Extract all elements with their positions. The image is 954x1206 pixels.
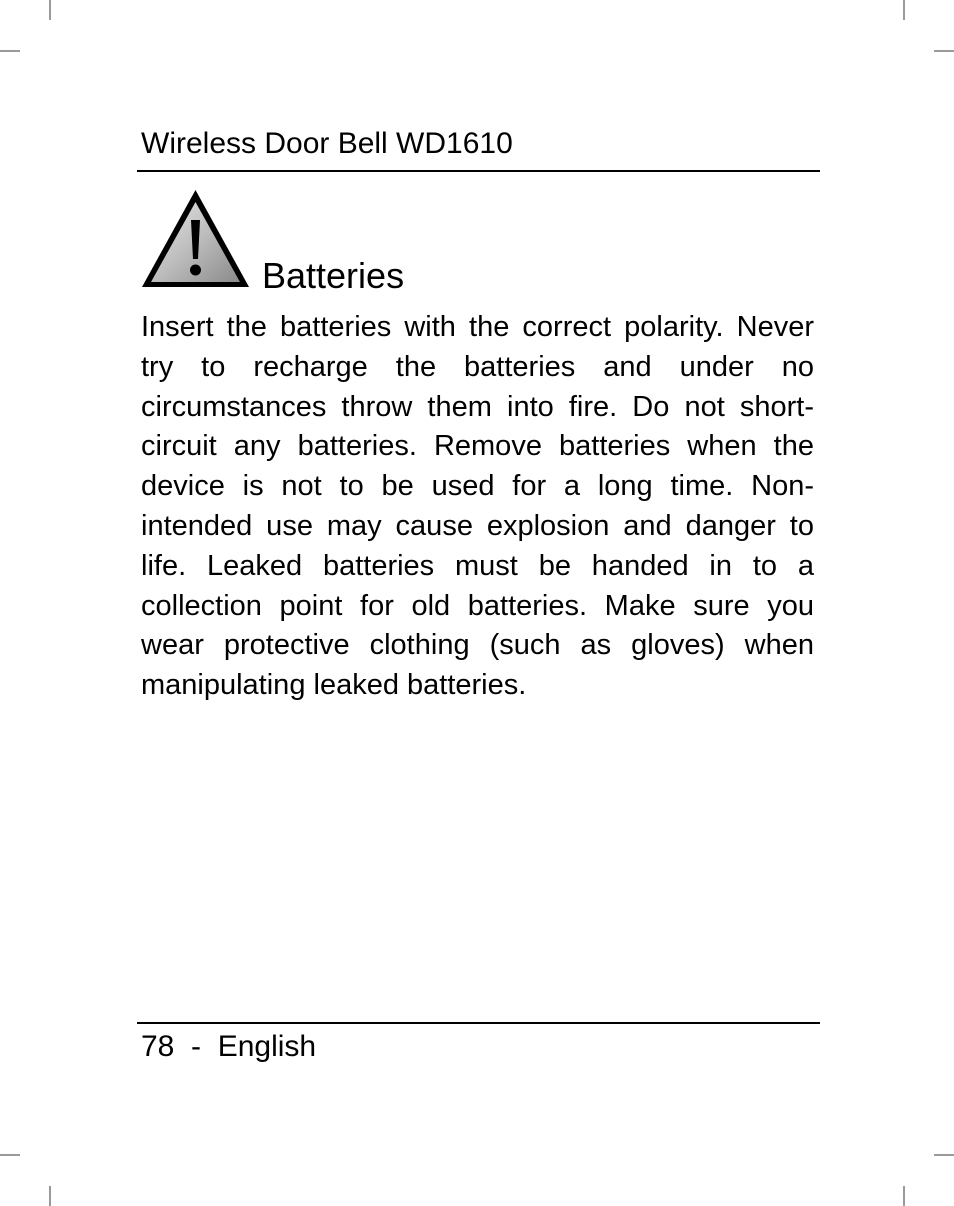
crop-mark	[0, 50, 20, 52]
footer-separator: -	[191, 1030, 202, 1063]
footer-rule	[137, 1022, 820, 1024]
crop-mark	[934, 50, 954, 52]
body-paragraph: Insert the batteries with the correct polarity. Never try to recharge the batteries and under no circumstances throw them into fire. Do not short-circuit any batteries. Remove batteries when the device is not to be used for a long time. Non-intended use may cause explosion and danger to life. Leaked batteries must be handed in to a collection point for old batteries. Make sure you wear protective clothing (such as gloves) when manipulating leaked batteries.	[141, 311, 814, 702]
crop-mark	[0, 1154, 20, 1156]
section-title: Batteries	[262, 255, 405, 296]
crop-mark	[934, 1154, 954, 1156]
footer-language: English	[217, 1030, 317, 1063]
header-rule	[137, 170, 820, 172]
crop-mark	[49, 0, 51, 20]
crop-mark	[903, 1186, 905, 1206]
page-footer	[141, 1027, 316, 1067]
page-number: 78	[141, 1030, 175, 1063]
running-header: Wireless Door Bell WD1610	[141, 127, 513, 160]
crop-mark	[49, 1186, 51, 1206]
crop-mark	[903, 0, 905, 20]
warning-triangle-icon	[139, 187, 252, 291]
